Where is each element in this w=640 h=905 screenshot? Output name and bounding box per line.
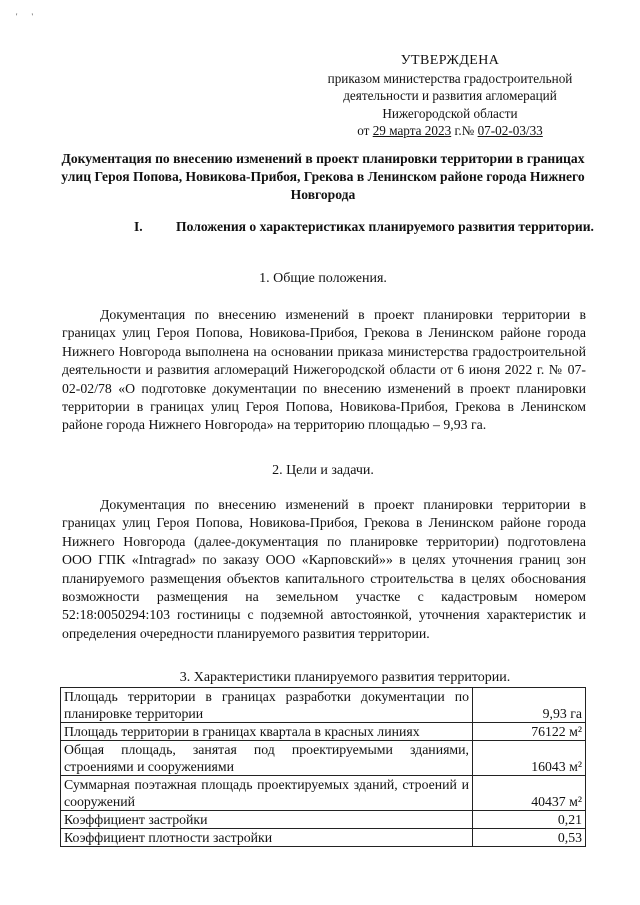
subsection-1-title: 1. Общие положения. (259, 271, 387, 286)
row-value: 76122 м² (473, 723, 586, 741)
approval-date-line (300, 122, 600, 140)
section-number: I. (134, 219, 143, 234)
row-value: 0,53 (473, 829, 586, 847)
approval-line-2: деятельности и развития агломераций (343, 88, 557, 103)
approval-date: 29 марта 2023 (372, 123, 452, 138)
subsection-1-text: Документация по внесению изменений в проект планировки территории в границах улиц Героя Попова, Новикова-Прибоя, Грекова в Ленинском районе города Нижнего Новгорода выполнена на основании приказа министерства градостроительной деятельности и развития агломераций Нижегородской области от 6 июня 2022 г. № 07-02-02/78 «О подготовке документации по внесению изменений в проект планировки территории в границах улиц Героя Попова, Новикова-Прибоя, Грекова в Ленинском районе города Нижнего Новгорода» на территорию площадью – 9,93 га. (62, 307, 586, 433)
scan-specks: ' ' (16, 12, 33, 21)
row-value: 9,93 га (473, 688, 586, 723)
subsection-2-title: 2. Цели и задачи. (272, 463, 374, 478)
section-heading (134, 218, 598, 236)
table-row (61, 776, 586, 811)
row-name: Общая площадь, занятая под проектируемыми зданиями, строениями и сооружениями (61, 741, 473, 776)
table-row (61, 741, 586, 776)
subsection-2-text: Документация по внесению изменений в проект планировки территории в границах улиц Героя Попова, Новикова-Прибоя, Грекова в Ленинском районе города Нижнего Новгорода (далее-документация по планировке территории) подготовлена ООО ГПК «Intragrad» по заказу ООО «Карповский»» в целях уточнения границ зон планируемого размещения объектов капитального строительства в целях обоснования возможности размещения на земельном участке с кадастровым номером 52:18:0050294:103 гостиницы с подземной автостоянкой, уточнения характеристик и определения очередности планируемого развития территории. (62, 497, 586, 641)
characteristics-table (60, 687, 586, 847)
table-row (61, 811, 586, 829)
table-row (61, 723, 586, 741)
approval-stamp (300, 52, 600, 140)
row-value: 0,21 (473, 811, 586, 829)
row-value: 40437 м² (473, 776, 586, 811)
approval-line-3: Нижегородской области (382, 105, 518, 121)
row-name: Суммарная поэтажная площадь проектируемых зданий, строений и сооружений (61, 776, 473, 811)
row-name: Площадь территории в границах разработки документации по планировке территории (61, 688, 473, 723)
row-name: Коэффициент застройки (61, 811, 473, 829)
section-title: Положения о характеристиках планируемого развития территории. (176, 219, 594, 234)
row-name: Коэффициент плотности застройки (61, 829, 473, 847)
approval-line-1: приказом министерства градостроительной (327, 70, 573, 86)
row-name: Площадь территории в границах квартала в красных линиях (61, 723, 473, 741)
approval-title: УТВЕРЖДЕНА (400, 53, 500, 68)
subsection-3-title: 3. Характеристики планируемого развития территории. (179, 670, 511, 685)
approval-number-prefix: г.№ (454, 123, 475, 138)
approval-number: 07-02-03/33 (477, 123, 543, 138)
table-row (61, 829, 586, 847)
approval-from: от (357, 123, 370, 138)
row-value: 16043 м² (473, 741, 586, 776)
document-title: Документация по внесению изменений в проект планировки территории в границах улиц Героя Попова, Новикова-Прибоя, Грекова в Ленинском районе города Нижнего Новгорода (61, 151, 585, 202)
table-row (61, 688, 586, 723)
